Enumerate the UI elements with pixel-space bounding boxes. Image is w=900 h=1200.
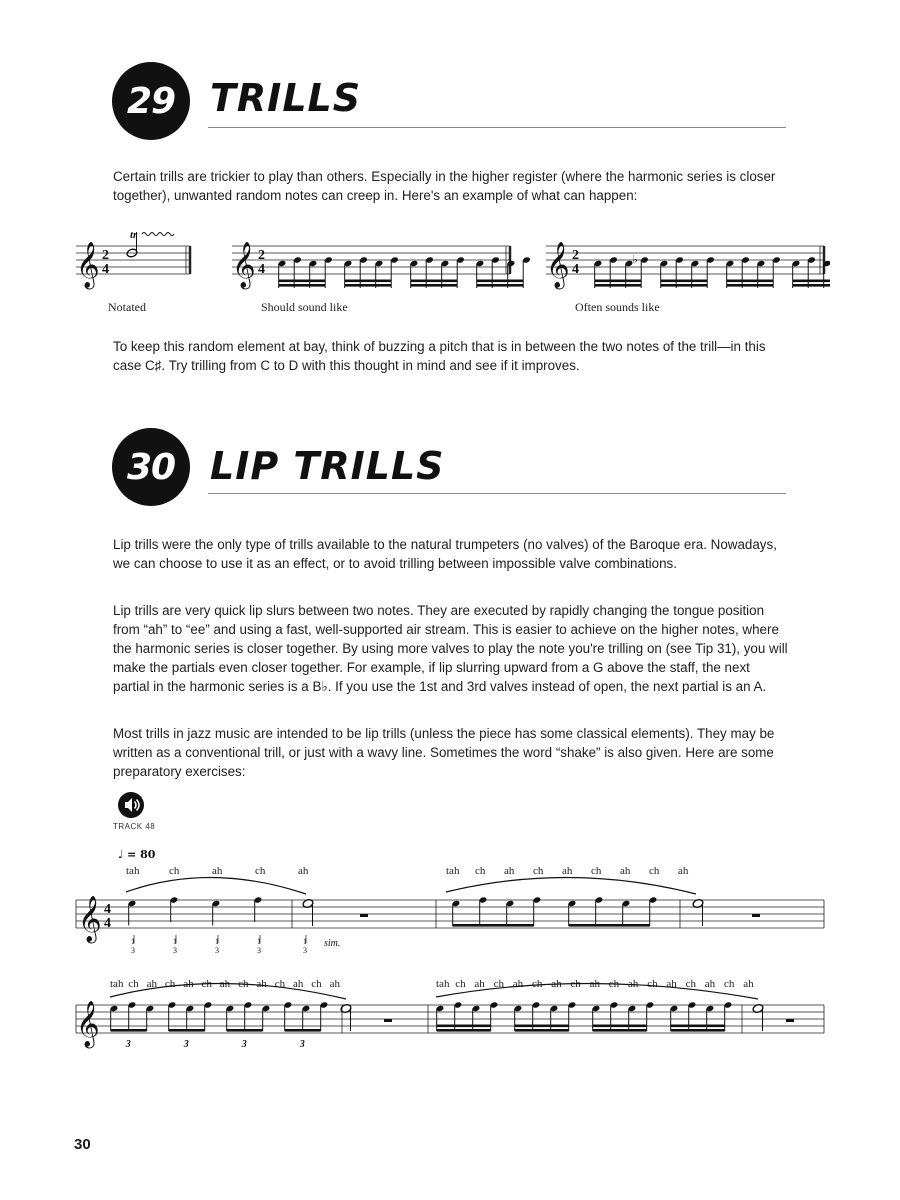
syllable: ch <box>274 978 286 990</box>
paragraph: To keep this random element at bay, think of buzzing a pitch that is in between the two notes of the trill—in this case C♯. Try trilling from C to D with this thought in mind and see if it improves. <box>113 339 766 373</box>
syllable: ch <box>164 978 176 990</box>
syllable: tah <box>446 865 460 877</box>
note <box>609 256 618 288</box>
syllable: ah <box>551 978 562 990</box>
note <box>491 256 500 288</box>
syllable: ch <box>475 865 486 877</box>
syllable: ch <box>533 865 544 877</box>
paragraph: Lip trills were the only type of trills available to the natural trumpeters (no valves) of the Baroque era. Nowadays, we can choose to use it as an effect, or to avoid trilling between impossible valve combinations. <box>113 537 777 571</box>
note <box>128 900 137 926</box>
note <box>293 256 302 288</box>
syllable: ah <box>329 978 340 990</box>
fingering: 3 <box>173 946 177 955</box>
note <box>633 253 649 288</box>
syllable: ch <box>493 978 504 990</box>
note <box>706 256 715 288</box>
syllable: ah <box>743 978 754 990</box>
syllable: ch <box>649 865 660 877</box>
syllable: ch <box>455 978 466 990</box>
exercise-row-1 <box>70 840 830 960</box>
time-bottom: 4 <box>102 262 109 277</box>
fingering: 3 <box>257 946 261 955</box>
note <box>675 256 684 288</box>
title-rule <box>208 493 786 494</box>
caption-often: Often sounds like <box>575 300 660 314</box>
svg-text:tr: tr <box>130 229 138 241</box>
syllable: ah <box>628 978 639 990</box>
syllable: ah <box>589 978 600 990</box>
page-number: 30 <box>74 1136 91 1153</box>
syllable: ch <box>532 978 543 990</box>
fingering: 1 <box>215 937 219 946</box>
tip-number: 30 <box>126 446 176 488</box>
speaker-icon <box>118 792 144 818</box>
syllable: ch <box>128 978 139 990</box>
syllable: ah <box>704 978 716 990</box>
time-top: 2 <box>572 248 579 263</box>
note <box>425 256 434 288</box>
syllable: ch <box>685 978 696 990</box>
paragraph: Lip trills are very quick lip slurs between two notes. They are executed by rapidly changing the tongue position from “ah” to “ee” and using a fast, well-supported air stream. This is easier to achieve on the higher notes, where the harmonic series is closer together. By using more valves to play the note you're trilling on (see Tip 31), you will make the partials even closer together. For example, if lip slurring upward from a G above the staff, the next partial in the harmonic series is a B♭. If you use the 1st and 3rd valves instead of open, the next partial is an A. <box>113 603 788 694</box>
sixteenth-notes-often <box>594 253 830 288</box>
notated-note <box>126 229 174 258</box>
sixteenth-notes-should <box>278 256 531 288</box>
caption-should: Should sound like <box>261 300 348 314</box>
time-bottom: 4 <box>258 262 265 277</box>
caption-notated: Notated <box>108 300 146 314</box>
tip-title: LIP TRILLS <box>210 444 445 488</box>
syllable: ch <box>570 978 581 990</box>
fingering: 1 <box>173 937 177 946</box>
syllable: ah <box>219 978 231 990</box>
note <box>359 256 368 288</box>
time-bottom: 4 <box>572 262 579 277</box>
syllable: ah <box>256 978 267 990</box>
svg-text:♭: ♭ <box>632 253 638 266</box>
syllable: ah <box>562 865 573 877</box>
syllable: ch <box>647 978 658 990</box>
tip-number-badge <box>112 62 190 140</box>
paragraph: Certain trills are trickier to play than others. Especially in the higher register (where the harmonic series is closer together), unwanted random notes can creep in. Here's an example of what can happen: <box>113 169 776 203</box>
fingering: 1 <box>257 937 261 946</box>
syllable: ch <box>608 978 620 990</box>
syllable: ch <box>591 865 602 877</box>
syllable: ch <box>201 978 212 990</box>
fingering: 1 <box>131 937 135 946</box>
note <box>807 256 816 288</box>
svg-text:𝄞: 𝄞 <box>76 242 100 288</box>
time-bottom: 4 <box>104 916 111 931</box>
syllable: tah <box>436 978 450 990</box>
svg-text:𝄞: 𝄞 <box>232 242 256 288</box>
triplet-mark: 3 <box>125 1039 131 1050</box>
syllable: ah <box>678 865 689 877</box>
syllable: ah <box>212 865 223 877</box>
syllable: ch <box>238 978 249 990</box>
track-label: TRACK 48 <box>113 822 156 831</box>
exercise-row-2 <box>70 975 830 1085</box>
syllable: tah <box>126 865 140 877</box>
note <box>522 256 531 288</box>
syllable: ah <box>512 978 524 990</box>
syllable: ah <box>504 865 515 877</box>
svg-text:𝄞: 𝄞 <box>546 242 570 288</box>
fingering: 3 <box>215 946 219 955</box>
note <box>823 260 830 288</box>
syllable: tah <box>110 978 124 990</box>
note <box>324 256 333 288</box>
tip-number-badge <box>112 428 190 506</box>
note <box>170 896 179 922</box>
tip-number: 29 <box>126 80 176 122</box>
syllable: ah <box>183 978 194 990</box>
syllable: ah <box>620 865 631 877</box>
syllable: ah <box>474 978 485 990</box>
syllable: ch <box>255 865 266 877</box>
sim-label: sim. <box>324 938 341 949</box>
syllable: ah <box>293 978 304 990</box>
note <box>456 256 465 288</box>
note <box>390 256 399 288</box>
svg-text:𝄞: 𝄞 <box>76 1001 100 1047</box>
note <box>254 896 263 922</box>
tempo-marking: ♩ = 80 <box>118 848 156 861</box>
syllable: ah <box>666 978 677 990</box>
paragraph: Most trills in jazz music are intended to be lip trills (unless the piece has some classical elements). They may be written as a conventional trill, or just with a wavy line. Sometimes the word “shake” is also given. Here are some preparatory exercises: <box>113 726 775 779</box>
time-top: 4 <box>104 902 111 917</box>
audio-track-icon[interactable] <box>118 792 144 818</box>
note <box>772 256 781 288</box>
note <box>741 256 750 288</box>
tip-title: TRILLS <box>210 76 362 120</box>
fingering: 1 <box>303 937 307 946</box>
syllable: ch <box>724 978 735 990</box>
syllable: ch <box>311 978 322 990</box>
time-top: 2 <box>258 248 265 263</box>
syllable: ah <box>298 865 309 877</box>
fingering: 3 <box>131 946 135 955</box>
title-rule <box>208 127 786 128</box>
triplet-mark: 3 <box>299 1039 305 1050</box>
fingering: 3 <box>303 946 307 955</box>
trill-examples <box>70 226 830 306</box>
note <box>212 900 221 926</box>
svg-text:𝄞: 𝄞 <box>78 896 102 942</box>
time-top: 2 <box>102 248 109 263</box>
triplet-mark: 3 <box>183 1039 189 1050</box>
triplet-mark: 3 <box>241 1039 247 1050</box>
syllable: ch <box>169 865 180 877</box>
syllable: ah <box>146 978 157 990</box>
